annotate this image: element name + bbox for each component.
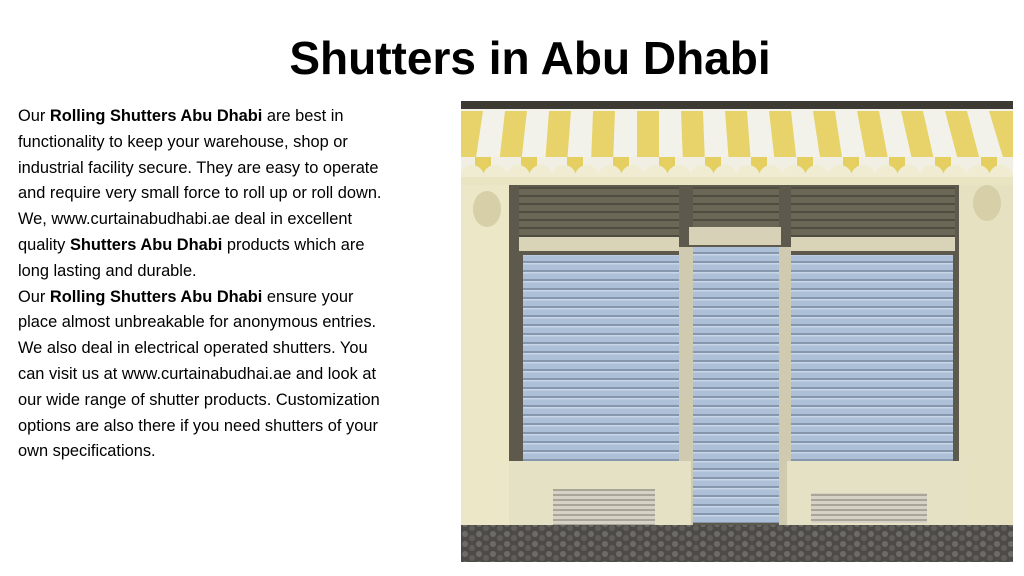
- left-rolling-shutter: [523, 255, 679, 461]
- paragraph-1: [18, 104, 390, 285]
- paragraph-2-prefix: Our: [18, 287, 50, 306]
- paragraph-1-bold-rolling-shutters: Rolling Shutters Abu Dhabi: [49, 107, 263, 125]
- storefront-photo: [461, 101, 1013, 562]
- paragraph-2: [18, 285, 390, 466]
- right-rolling-shutter: [791, 255, 953, 461]
- slide-title: Shutters in Abu Dhabi: [289, 32, 771, 84]
- right-shutter-box: [791, 187, 955, 245]
- center-door-shutter: [693, 247, 779, 523]
- right-pillar: [959, 185, 1013, 525]
- paragraph-1-bold-shutters: Shutters Abu Dhabi: [69, 235, 223, 254]
- paragraph-2-bold-rolling-shutters: Rolling Shutters Abu Dhabi: [49, 287, 263, 306]
- striped-awning: [461, 109, 1013, 189]
- left-ornament: [473, 191, 501, 227]
- paragraph-2-body: ensure your place almost unbreakable for anonymous entries. We also deal in electrical operated shutters. You can visit us at www.curtainabudhai.ae and look at our wide range of shutter products. Customization options are also there if you need shutters of your own specifications.: [18, 287, 380, 461]
- left-pillar: [461, 185, 509, 525]
- cobblestone-pavement: [461, 525, 1013, 562]
- left-vent: [553, 489, 655, 525]
- body-text: [18, 104, 390, 465]
- storefront-illustration: [461, 101, 1013, 562]
- right-vent: [811, 493, 927, 523]
- left-shutter-box: [519, 187, 679, 245]
- paragraph-1-suffix: products which are long lasting and durable.: [18, 235, 365, 280]
- paragraph-1-middle: are best in functionality to keep your warehouse, shop or industrial facility secure. They are easy to operate and require very small force to roll up or roll down. We, www.curtainabudhabi.ae deal in excellent quality: [18, 107, 382, 254]
- paragraph-1-prefix: Our: [18, 107, 50, 125]
- right-ornament: [973, 185, 1001, 221]
